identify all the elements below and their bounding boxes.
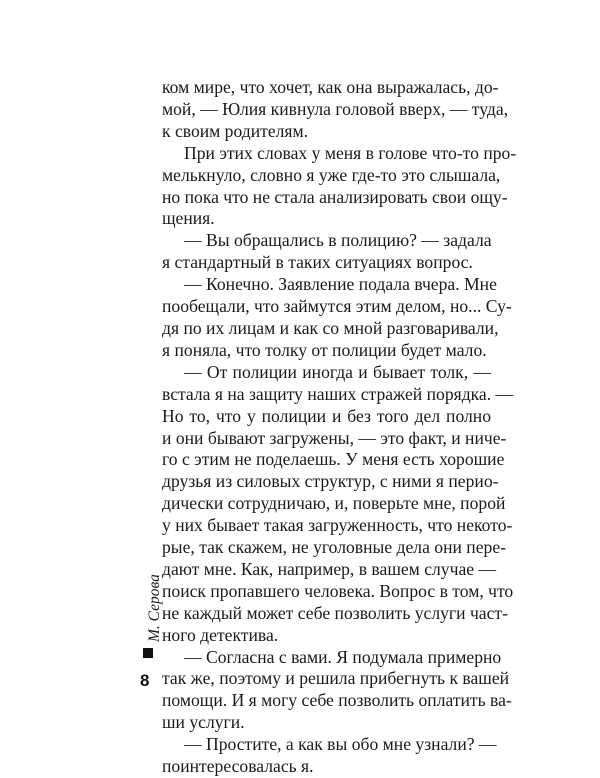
text-line: встала я на защиту наших стражей порядка. —: [162, 383, 514, 404]
text-line: я поняла, что толку от полиции будет мало.: [162, 339, 487, 360]
text-line: и они бывают загружены, — это факт, и ниче-: [162, 427, 507, 448]
running-head-author: М. Серова: [146, 574, 163, 642]
text-line: — Согласна с вами. Я подумала примерно: [184, 646, 502, 667]
text-line: дически сотрудничаю, и, поверьте мне, порой: [162, 493, 506, 514]
text-line: к своим родителям.: [162, 120, 309, 141]
text-line: — Вы обращались в полицию? — задала: [184, 230, 492, 251]
text-line: — Конечно. Заявление подала вчера. Мне: [184, 274, 497, 295]
text-line: у них бывает такая загруженность, что некото-: [162, 515, 513, 536]
text-line: поинтересовалась я.: [162, 756, 314, 777]
text-line: ши услуги.: [162, 712, 245, 733]
text-line: ного детектива.: [162, 624, 279, 645]
text-line: рые, так скажем, не уголовные дела они пере-: [162, 537, 506, 558]
text-line: — Простите, а как вы обо мне узнали? —: [184, 734, 497, 755]
text-line: мелькнуло, словно я уже где-то это слышала,: [162, 164, 501, 185]
text-line: друзья из силовых структур, с ними я перио-: [162, 471, 499, 492]
text-line: помощи. И я могу себе позволить оплатить ва-: [162, 690, 512, 711]
text-line: мой, — Юлия кивнула головой вверх, — туда,: [162, 98, 509, 119]
text-line: Но то, что у полиции и без того дел полно: [162, 405, 491, 426]
text-line: ком мире, что хочет, как она выражалась, до-: [162, 77, 499, 97]
page-marker-square: [143, 648, 153, 658]
body-text: [162, 77, 517, 778]
text-line: дают мне. Как, например, в вашем случае —: [162, 558, 497, 579]
text-line: так же, поэтому и решила прибегнуть к вашей: [162, 668, 510, 689]
text-line: поиск пропавшего человека. Вопрос в том, что: [162, 580, 514, 601]
text-line: го с этим не поделаешь. У меня есть хорошие: [162, 449, 505, 470]
text-line: я стандартный в таких ситуациях вопрос.: [162, 252, 473, 273]
text-line: дя по их лицам и как со мной разговаривали,: [162, 317, 499, 338]
text-line: — От полиции иногда и бывает толк, —: [184, 361, 491, 382]
text-line: щения.: [162, 208, 215, 229]
text-line: пообещали, что займутся этим делом, но... Су-: [162, 296, 512, 317]
page-number: 8: [140, 671, 150, 690]
text-line: При этих словах у меня в голове что-то про-: [184, 142, 517, 163]
text-line: не каждый может себе позволить услуги част-: [162, 602, 508, 623]
text-line: но пока что не стала анализировать свои ощу-: [162, 186, 508, 207]
